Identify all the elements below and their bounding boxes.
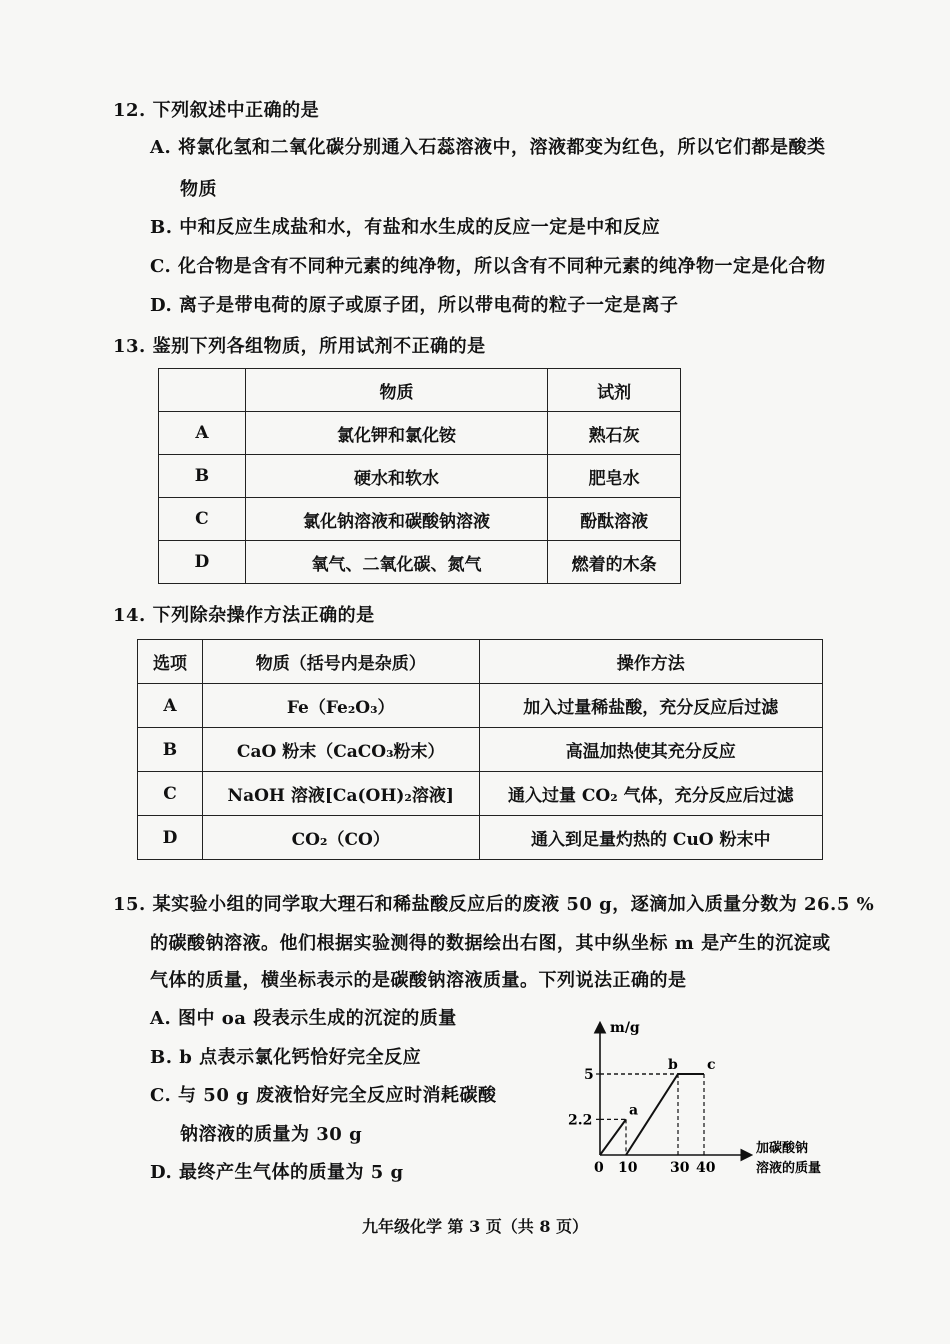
x-axis-label-line-2: 溶液的质量 [756, 1161, 822, 1176]
table-cell: NaOH 溶液[Ca(OH)₂溶液] [202, 772, 479, 816]
table-row [159, 412, 681, 455]
table-cell: 氯化钠溶液和碳酸钠溶液 [245, 498, 547, 541]
point-label-b: b [668, 1057, 678, 1073]
table-cell: 通入到足量灼热的 CuO 粉末中 [479, 816, 822, 860]
q14-stem: 14. 下列除杂操作方法正确的是 [113, 605, 375, 626]
table-cell: C [138, 772, 203, 816]
q13-header-cell: 物质 [245, 369, 547, 412]
table-row [138, 728, 823, 772]
table-cell: 酚酞溶液 [548, 498, 681, 541]
q14-header-cell: 操作方法 [479, 640, 822, 684]
table-row [159, 455, 681, 498]
q12-option-c: C. 化合物是含有不同种元素的纯净物，所以含有不同种元素的纯净物一定是化合物 [150, 256, 826, 277]
x-tick-label: 10 [618, 1160, 638, 1176]
q15-option-c: C. 与 50 g 废液恰好完全反应时消耗碳酸 [150, 1085, 497, 1106]
page-footer: 九年级化学 第 3 页（共 8 页） [361, 1217, 589, 1236]
table-cell: C [159, 498, 246, 541]
table-row [138, 684, 823, 728]
q15-stem-line-1: 15. 某实验小组的同学取大理石和稀盐酸反应后的废液 50 g，逐滴加入质量分数为 26.5 % [113, 894, 875, 915]
table-cell: B [159, 455, 246, 498]
q13-stem: 13. 鉴别下列各组物质，所用试剂不正确的是 [113, 336, 486, 357]
y-tick-label: 5 [584, 1067, 594, 1083]
q12-stem: 12. 下列叙述中正确的是 [113, 100, 320, 121]
table-cell: A [159, 412, 246, 455]
series-line-gas [600, 1119, 626, 1155]
table-cell: 熟石灰 [548, 412, 681, 455]
table-cell: CaO 粉末（CaCO₃粉末） [202, 728, 479, 772]
q13-table [158, 368, 681, 584]
table-cell: 燃着的木条 [548, 541, 681, 584]
q15-stem-line-3: 气体的质量，横坐标表示的是碳酸钠溶液质量。下列说法正确的是 [150, 970, 687, 991]
table-row [159, 498, 681, 541]
table-cell: B [138, 728, 203, 772]
q14-table [137, 639, 823, 860]
table-cell: 通入过量 CO₂ 气体，充分反应后过滤 [479, 772, 822, 816]
q15-option-c-cont: 钠溶液的质量为 30 g [180, 1124, 363, 1145]
table-cell: 肥皂水 [548, 455, 681, 498]
origin-label: 0 [594, 1160, 604, 1176]
table-cell: CO₂（CO） [202, 816, 479, 860]
q12-option-b: B. 中和反应生成盐和水，有盐和水生成的反应一定是中和反应 [150, 217, 661, 238]
q13-header-row [159, 369, 681, 412]
q15-option-d: D. 最终产生气体的质量为 5 g [150, 1162, 404, 1183]
table-row [138, 816, 823, 860]
q12-option-a-cont: 物质 [180, 179, 217, 200]
q15-stem-line-2: 的碳酸钠溶液。他们根据实验测得的数据绘出右图，其中纵坐标 m 是产生的沉淀或 [150, 933, 831, 954]
table-row [159, 541, 681, 584]
q15-option-a: A. 图中 oa 段表示生成的沉淀的质量 [150, 1008, 457, 1029]
q14-header-cell: 物质（括号内是杂质） [202, 640, 479, 684]
mass-chart [560, 1010, 850, 1185]
y-axis-label: m/g [610, 1020, 640, 1036]
table-cell: 氯化钾和氯化铵 [245, 412, 547, 455]
table-cell: A [138, 684, 203, 728]
point-label-c: c [707, 1057, 716, 1073]
table-cell: Fe（Fe₂O₃） [202, 684, 479, 728]
q13-header-cell: 试剂 [548, 369, 681, 412]
x-tick-label: 30 [670, 1160, 690, 1176]
q13-header-cell [159, 369, 246, 412]
q14-header-row [138, 640, 823, 684]
table-row [138, 772, 823, 816]
q12-option-a: A. 将氯化氢和二氧化碳分别通入石蕊溶液中，溶液都变为红色，所以它们都是酸类 [150, 137, 826, 158]
q12-option-d: D. 离子是带电荷的原子或原子团，所以带电荷的粒子一定是离子 [150, 295, 679, 316]
table-cell: 加入过量稀盐酸，充分反应后过滤 [479, 684, 822, 728]
table-cell: 高温加热使其充分反应 [479, 728, 822, 772]
table-cell: 氧气、二氧化碳、氮气 [245, 541, 547, 584]
table-cell: 硬水和软水 [245, 455, 547, 498]
table-cell: D [159, 541, 246, 584]
y-tick-label: 2.2 [568, 1112, 593, 1129]
x-axis-label-line-1: 加碳酸钠 [756, 1141, 809, 1156]
point-label-a: a [629, 1102, 639, 1119]
table-cell: D [138, 816, 203, 860]
q15-option-b: B. b 点表示氯化钙恰好完全反应 [150, 1047, 422, 1068]
chart-marks [568, 1057, 716, 1176]
x-tick-label: 40 [696, 1160, 716, 1176]
q14-header-cell: 选项 [138, 640, 203, 684]
